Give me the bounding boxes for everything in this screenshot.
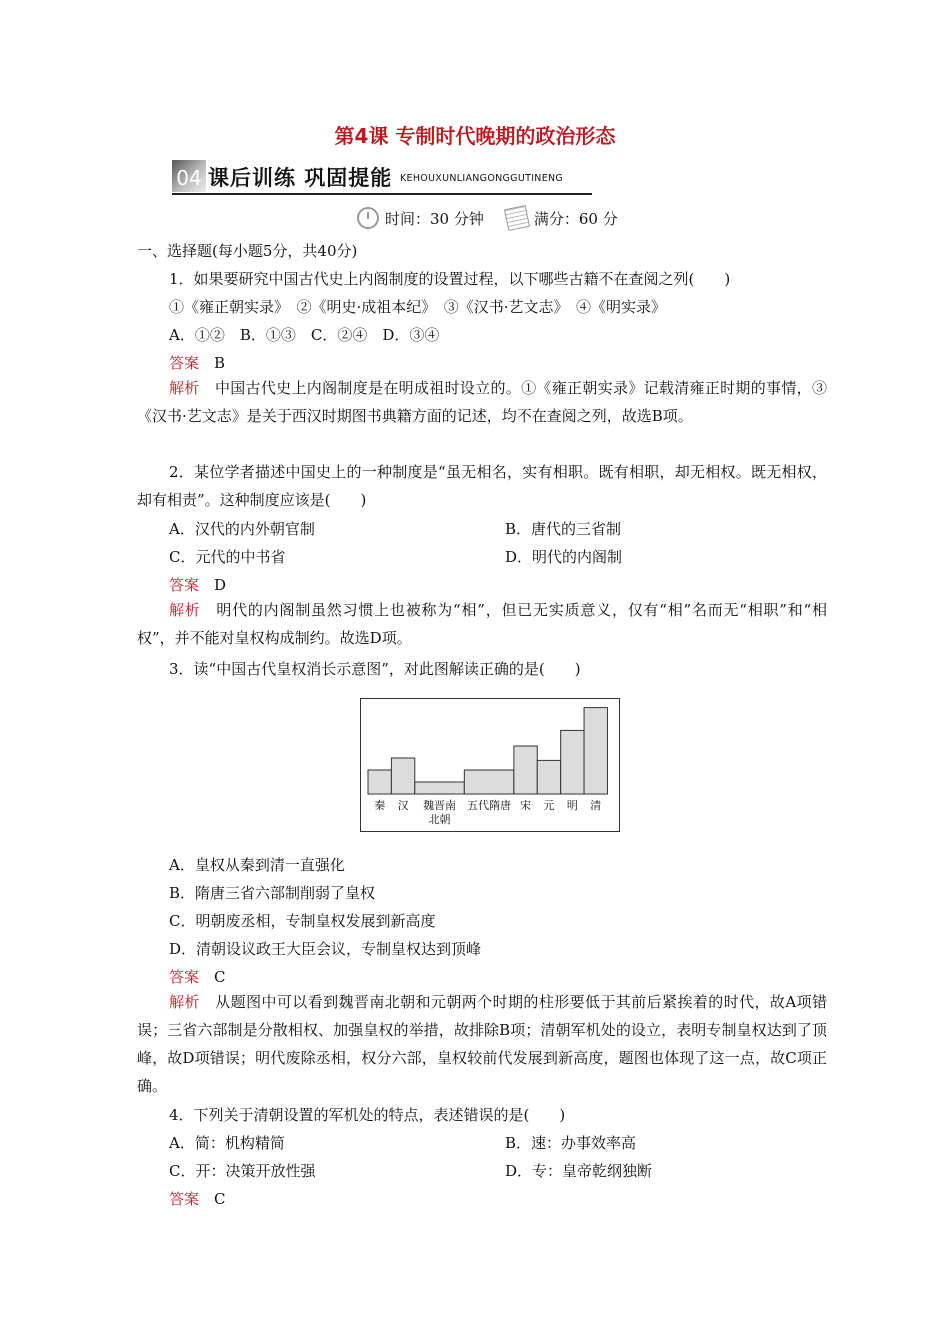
paper-icon	[504, 205, 530, 231]
q4-option-b: B．速：办事效率高	[505, 1134, 637, 1152]
q2-answer	[169, 574, 226, 595]
bar-0	[368, 770, 391, 794]
answer-label: 答案	[169, 1190, 200, 1208]
full-score: 满分：60 分	[533, 209, 618, 228]
q3-analysis-text: 从题图中可以看到魏晋南北朝和元朝两个时期的柱形要低于其前后紧挨着的时代，故A项错误；三省六部制是分散相权、加强皇权的举措，故排除B项；清朝军机处的设立，表明专制皇权达到了顶峰，故D项错误；明代废除丞相，权分六部，皇权较前代发展到新高度，题图也体现了这一点，故C项正确。	[137, 993, 827, 1095]
q1-stem: 1．如果要研究中国古代史上内阁制度的设置过程，以下哪些古籍不在查阅之列( )	[169, 270, 731, 288]
tick-label-6: 明	[566, 799, 578, 812]
tick-label-1: 汉	[397, 799, 409, 812]
banner-pinyin: KEHOUXUNLIANGONGGUTINENG	[400, 173, 564, 184]
q2-option-c: C．元代的中书省	[169, 548, 286, 566]
q3-option-d: D．清朝设议政王大臣会议，专制皇权达到顶峰	[169, 940, 482, 958]
q3-option-b: B．隋唐三省六部制削弱了皇权	[169, 884, 376, 902]
q2-option-a: A．汉代的内外朝官制	[169, 520, 315, 538]
bar-1	[391, 758, 414, 794]
q2-option-d: D．明代的内阁制	[505, 548, 623, 566]
banner-rule	[172, 193, 592, 195]
bar-2	[415, 782, 465, 794]
q2-stem: 2．某位学者描述中国史上的一种制度是“虽无相名，实有相职。既有相职，却无相权。既无相权，却有相责”。这种制度应该是( )	[137, 463, 827, 509]
q1-options: A．①② B．①③ C．②④ D．③④	[169, 326, 440, 344]
tick-label-0: 秦	[374, 799, 386, 812]
tick-label-5: 元	[543, 799, 555, 812]
bar-3	[464, 770, 514, 794]
clock-icon	[357, 207, 379, 229]
tick-label-2: 北朝	[428, 813, 451, 826]
bar-5	[537, 760, 560, 794]
answer-label: 答案	[169, 576, 200, 594]
q3-answer	[169, 966, 226, 987]
q3-analysis	[137, 988, 827, 1100]
q3-answer-value: C	[214, 968, 226, 986]
section-heading: 一、选择题(每小题5分，共40分)	[137, 242, 358, 260]
bar-6	[561, 730, 584, 794]
q4-option-c: C．开：决策开放性强	[169, 1162, 316, 1180]
q1-items: ①《雍正朝实录》 ②《明史·成祖本纪》 ③《汉书·艺文志》 ④《明实录》	[169, 298, 667, 316]
analysis-label: 解析	[169, 601, 201, 619]
tick-label-2: 魏晋南	[423, 799, 457, 812]
q3-option-a: A．皇权从秦到清一直强化	[169, 856, 345, 874]
q1-analysis	[137, 374, 827, 430]
tick-label-4: 宋	[520, 799, 532, 812]
banner-number: 04	[172, 160, 206, 192]
answer-label: 答案	[169, 354, 200, 372]
analysis-label: 解析	[169, 993, 200, 1011]
tick-label-7: 清	[590, 799, 602, 812]
q4-answer	[169, 1188, 226, 1209]
q4-answer-value: C	[214, 1190, 226, 1208]
q3-option-c: C．明朝废丞相，专制皇权发展到新高度	[169, 912, 436, 930]
q1-answer	[169, 352, 225, 373]
q1-analysis-text: 中国古代史上内阁制度是在明成祖时设立的。①《雍正朝实录》记载清雍正时期的事情，③《汉书·艺文志》是关于西汉时期图书典籍方面的记述，均不在查阅之列，故选B项。	[137, 379, 827, 425]
imperial-power-chart	[360, 698, 620, 832]
q2-answer-value: D	[214, 576, 227, 594]
q4-option-d: D．专：皇帝乾纲独断	[505, 1162, 653, 1180]
answer-label: 答案	[169, 968, 200, 986]
exam-meta	[357, 207, 618, 229]
chart-canvas	[361, 699, 621, 833]
q1-answer-value: B	[214, 354, 226, 372]
banner-heading: 课后训练 巩固提能	[208, 166, 393, 190]
analysis-label: 解析	[169, 379, 200, 397]
section-banner	[172, 160, 592, 196]
lesson-title: 第4课 专制时代晚期的政治形态	[334, 124, 616, 148]
q3-stem: 3．读“中国古代皇权消长示意图”，对此图解读正确的是( )	[169, 660, 581, 678]
tick-label-3: 五代隋唐	[467, 799, 512, 812]
q2-analysis	[137, 596, 827, 652]
q4-stem: 4．下列关于清朝设置的军机处的特点，表述错误的是( )	[169, 1106, 566, 1124]
q4-option-a: A．简：机构精简	[169, 1134, 285, 1152]
bar-7	[584, 708, 607, 794]
q2-option-b: B．唐代的三省制	[505, 520, 622, 538]
time-limit: 时间：30 分钟	[385, 209, 484, 228]
bar-4	[514, 746, 537, 794]
q2-analysis-text: 明代的内阁制虽然习惯上也被称为“相”，但已无实质意义，仅有“相”名而无“相职”和“相权”，并不能对皇权构成制约。故选D项。	[137, 601, 827, 647]
